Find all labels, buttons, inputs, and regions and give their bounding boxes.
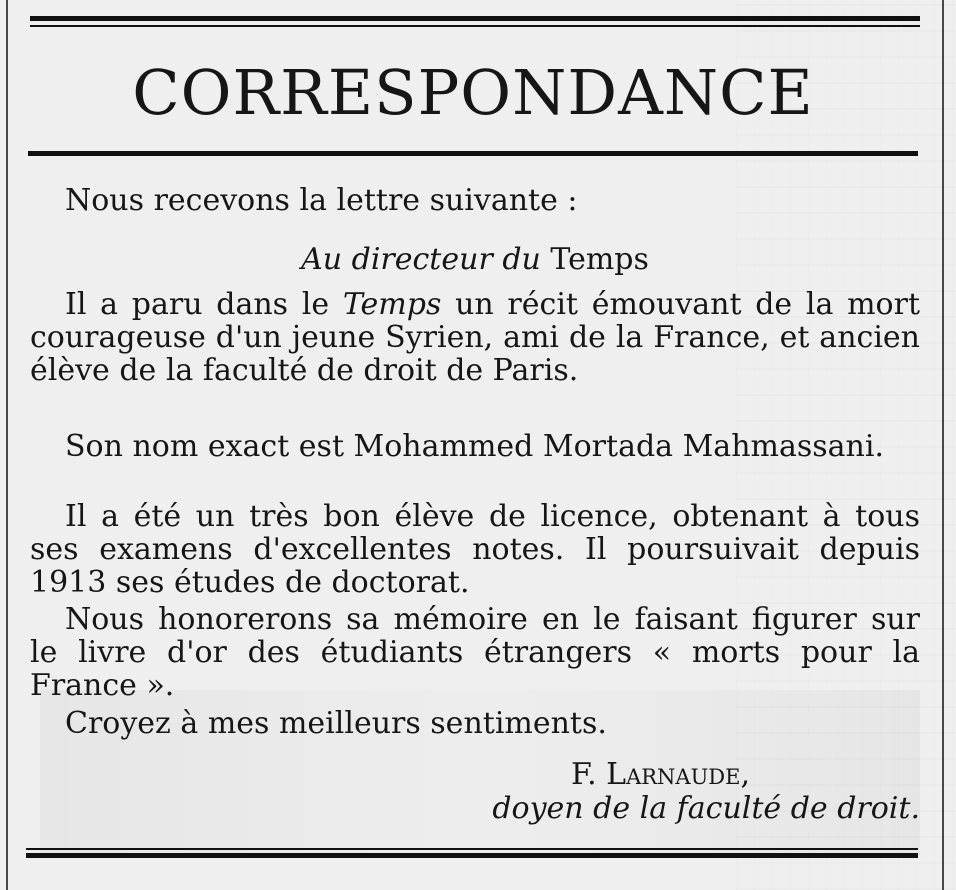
signature-role: doyen de la faculté de droit. <box>492 791 920 826</box>
salutation-publication: Temps <box>550 242 649 277</box>
right-column-border <box>942 0 944 890</box>
paragraph-2-text: Son nom exact est Mohammed Mortada Mahmassani. <box>65 429 884 464</box>
top-rule-thin <box>30 25 920 27</box>
paragraph-2 <box>30 430 920 463</box>
bottom-rule-thick <box>26 853 918 858</box>
paragraph-4-text: Nous honorerons sa mémoire en le faisant figurer sur le livre d'or des étudiants étrangers « morts pour la France ». <box>30 602 920 703</box>
paragraph-4 <box>30 603 920 702</box>
bottom-rule-thin <box>26 848 918 850</box>
intro-line <box>30 184 920 217</box>
signature-role-line <box>30 792 920 825</box>
paragraph-3-text: Il a été un très bon élève de licence, obtenant à tous ses examens d'excellentes notes. Il poursuivait depuis 1913 ses études de doctorat. <box>30 499 920 600</box>
paragraph-1 <box>30 288 920 387</box>
paragraph-1-end: un récit émouvant de la mort courageuse d'un jeune Syrien, ami de la France, et ancien élève de la faculté de droit de Paris. <box>30 287 921 388</box>
paragraph-3 <box>30 500 920 599</box>
page-title: CORRESPONDANCE <box>132 56 814 129</box>
paragraph-5-text: Croyez à mes meilleurs sentiments. <box>65 706 607 741</box>
paragraph-1-emphasis: Temps <box>342 287 442 322</box>
paragraph-5 <box>30 707 920 740</box>
intro-text: Nous recevons la lettre suivante : <box>65 183 578 218</box>
salutation-prefix: Au directeur du <box>301 242 541 277</box>
salutation-line <box>30 243 920 276</box>
signature-name-line <box>30 758 750 791</box>
left-column-border <box>6 0 8 890</box>
title-rule <box>28 151 918 156</box>
top-rule-thick <box>30 16 920 21</box>
paragraph-1-start: Il a paru dans le <box>65 287 343 322</box>
signature-name: F. Larnaude, <box>570 757 750 792</box>
